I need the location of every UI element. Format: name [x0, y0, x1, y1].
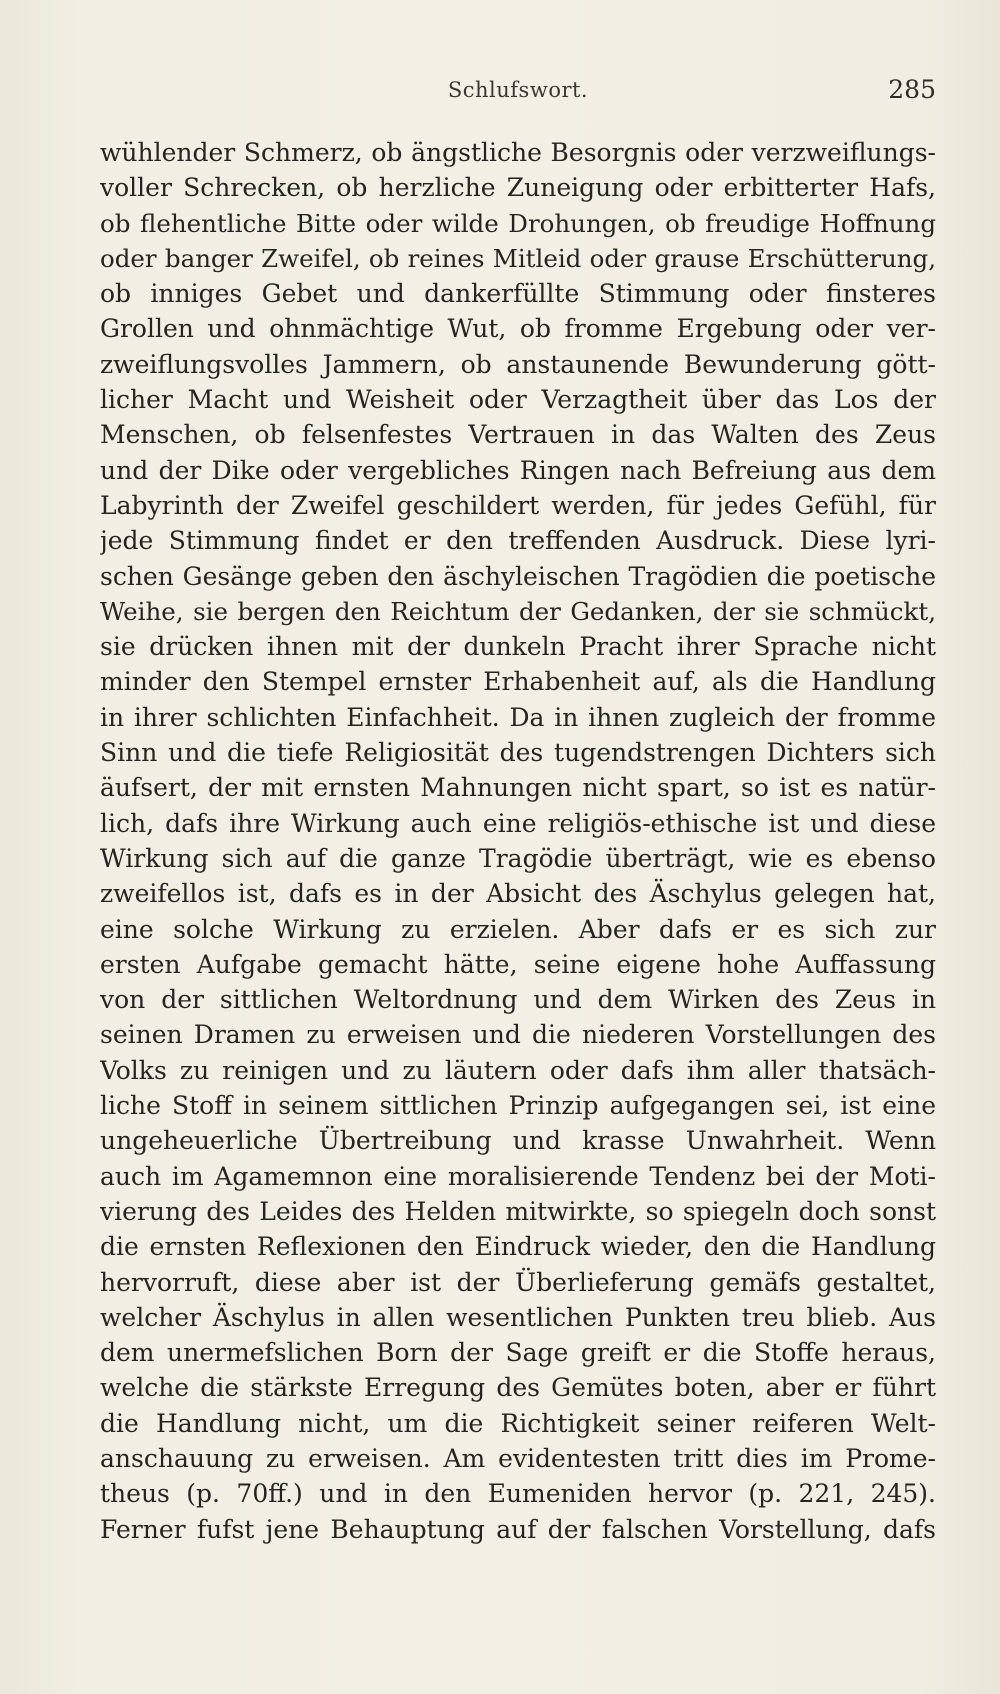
text-line: die Handlung nicht, um die Richtigkeit seiner reiferen Welt- [100, 1408, 936, 1438]
text-line: sie drücken ihnen mit der dunkeln Pracht ihrer Sprache nicht [100, 632, 936, 662]
text-line: in ihrer schlichten Einfachheit. Da in ihnen zugleich der fromme [100, 702, 936, 732]
text-line: wühlender Schmerz, ob ängstliche Besorgnis oder verzweiflungs- [100, 138, 936, 167]
text-line: Menschen, ob felsenfestes Vertrauen in das Walten des Zeus [100, 420, 936, 450]
text-line: Weihe, sie bergen den Reichtum der Gedanken, der sie schmückt, [100, 596, 936, 626]
text-line: welche die stärkste Erregung des Gemütes boten, aber er führt [100, 1373, 936, 1403]
text-line: ob flehentliche Bitte oder wilde Drohungen, ob freudige Hoffnung [100, 208, 936, 238]
text-line: anschauung zu erweisen. Am evidentesten tritt dies im Prome- [100, 1443, 936, 1473]
text-line: und der Dike oder vergebliches Ringen nach Befreiung aus dem [100, 455, 936, 485]
text-line: äufsert, der mit ernsten Mahnungen nicht spart, so ist es natür- [100, 773, 936, 803]
text-line: ob inniges Gebet und dankerfüllte Stimmung oder finsteres [100, 279, 936, 309]
text-line: zweifellos ist, dafs es in der Absicht des Äschylus gelegen hat, [100, 879, 936, 909]
text-line: von der sittlichen Weltordnung und dem Wirken des Zeus in [100, 985, 936, 1015]
text-line: zweiflungsvolles Jammern, ob anstaunende Bewunderung gött- [100, 349, 936, 379]
text-line: vierung des Leides des Helden mitwirkte, so spiegeln doch sonst [100, 1196, 936, 1226]
running-head-title: Schlufswort. [447, 78, 589, 102]
text-line: Grollen und ohnmächtige Wut, ob fromme Ergebung oder ver- [100, 314, 936, 344]
text-line: minder den Stempel ernster Erhabenheit auf, als die Handlung [100, 667, 936, 697]
text-line: Ferner fufst jene Behauptung auf der falschen Vorstellung, dafs [100, 1514, 936, 1544]
text-line: Labyrinth der Zweifel geschildert werden, für jedes Gefühl, für [100, 490, 936, 520]
body-text [100, 135, 936, 1547]
text-line: die ernsten Reflexionen den Eindruck wieder, den die Handlung [100, 1232, 936, 1262]
text-line: auch im Agamemnon eine moralisierende Tendenz bei der Moti- [100, 1161, 936, 1191]
text-line: Volks zu reinigen und zu läutern oder dafs ihm aller thatsäch- [100, 1055, 936, 1085]
text-line: welcher Äschylus in allen wesentlichen Punkten treu blieb. Aus [100, 1302, 936, 1332]
text-line: voller Schrecken, ob herzliche Zuneigung oder erbitterter Hafs, [100, 173, 936, 203]
text-line: lich, dafs ihre Wirkung auch eine religiös-ethische ist und diese [100, 808, 936, 838]
text-line: schen Gesänge geben den äschyleischen Tragödien die poetische [100, 561, 936, 591]
running-head [100, 70, 936, 110]
text-line: liche Stoff in seinem sittlichen Prinzip aufgegangen sei, ist eine [100, 1091, 936, 1121]
text-line: Sinn und die tiefe Religiosität des tugendstrengen Dichters sich [100, 738, 936, 768]
text-line: hervorruft, diese aber ist der Überlieferung gemäfs gestaltet, [100, 1267, 936, 1297]
text-line: oder banger Zweifel, ob reines Mitleid oder grause Erschütterung, [100, 243, 936, 273]
text-line: seinen Dramen zu erweisen und die niederen Vorstellungen des [100, 1020, 936, 1050]
text-line: Wirkung sich auf die ganze Tragödie überträgt, wie es ebenso [100, 843, 936, 873]
text-line: theus (p. 70ff.) und in den Eumeniden hervor (p. 221, 245). [100, 1479, 936, 1509]
text-line: jede Stimmung findet er den treffenden Ausdruck. Diese lyri- [100, 526, 936, 556]
text-line: licher Macht und Weisheit oder Verzagtheit über das Los der [100, 385, 936, 415]
text-line: ungeheuerliche Übertreibung und krasse Unwahrheit. Wenn [100, 1126, 936, 1156]
page-number: 285 [888, 75, 936, 104]
text-line: eine solche Wirkung zu erzielen. Aber dafs er es sich zur [100, 914, 936, 944]
text-line: ersten Aufgabe gemacht hätte, seine eigene hohe Auffassung [100, 949, 936, 979]
text-line: dem unermefslichen Born der Sage greift er die Stoffe heraus, [100, 1338, 936, 1368]
